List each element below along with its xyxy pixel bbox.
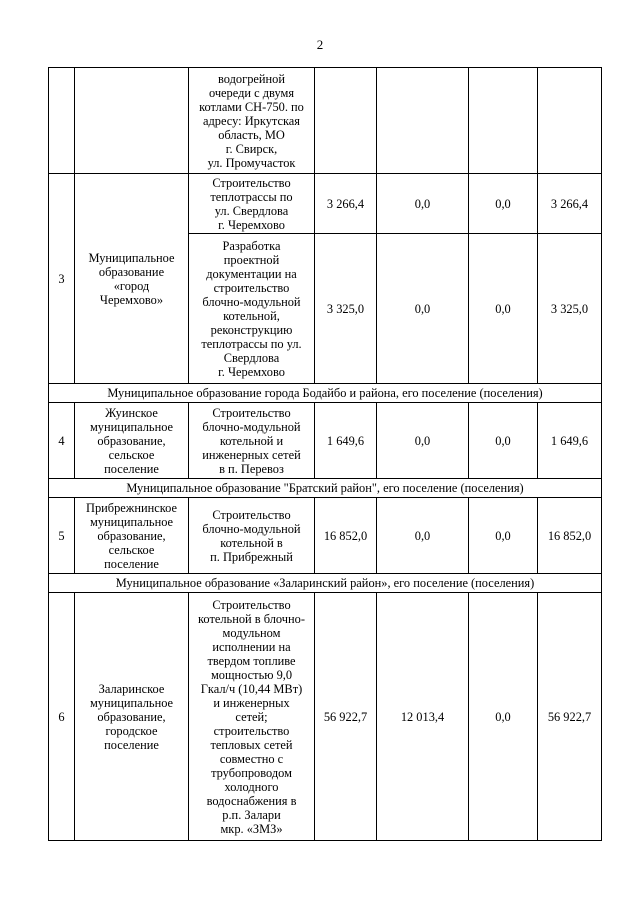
row-number: 4: [49, 403, 75, 479]
municipality-cell: Жуинское муниципальное образование, сельское поселение: [75, 403, 189, 479]
row-number: [49, 68, 75, 174]
section-header-row: [49, 479, 602, 498]
funding-table: [48, 67, 602, 841]
row-number: 5: [49, 498, 75, 574]
description-cell: Разработка проектной документации на строительство блочно-модульной котельной, реконструкцию теплотрассы по ул. Свердлова г. Черемхово: [189, 234, 315, 384]
value-cell: 1 649,6: [538, 403, 602, 479]
section-header: Муниципальное образование "Братский район", его поселение (поселения): [49, 479, 602, 498]
table-row: [49, 68, 602, 174]
value-cell: 0,0: [377, 498, 469, 574]
value-cell: 0,0: [469, 498, 538, 574]
description-cell: Строительство блочно-модульной котельной в п. Прибрежный: [189, 498, 315, 574]
value-cell: 12 013,4: [377, 593, 469, 841]
value-cell: 3 266,4: [315, 174, 377, 234]
description-cell: Строительство теплотрассы по ул. Свердлова г. Черемхово: [189, 174, 315, 234]
value-cell: 16 852,0: [315, 498, 377, 574]
description-cell: Строительство котельной в блочно- модульном исполнении на твердом топливе мощностью 9,0 Гкал/ч (10,44 МВт) и инженерных сетей; строительство тепловых сетей совместно с трубопроводом холодного водоснабжения в р.п. Залари мкр. «ЗМЗ»: [189, 593, 315, 841]
value-cell: 0,0: [469, 174, 538, 234]
section-header: Муниципальное образование города Бодайбо и района, его поселение (поселения): [49, 384, 602, 403]
section-header-row: [49, 384, 602, 403]
description-cell: Строительство блочно-модульной котельной и инженерных сетей в п. Перевоз: [189, 403, 315, 479]
value-cell: 0,0: [469, 403, 538, 479]
municipality-cell: Заларинское муниципальное образование, городское поселение: [75, 593, 189, 841]
value-cell: 0,0: [377, 403, 469, 479]
value-cell: 3 325,0: [538, 234, 602, 384]
table-row: [49, 403, 602, 479]
value-cell: 0,0: [469, 593, 538, 841]
row-number: 6: [49, 593, 75, 841]
section-header-row: [49, 574, 602, 593]
description-cell: водогрейной очереди с двумя котлами СН-750. по адресу: Иркутская область, МО г. Свирск, ул. Промучасток: [189, 68, 315, 174]
value-cell: 3 266,4: [538, 174, 602, 234]
table-row: [49, 593, 602, 841]
value-cell: 16 852,0: [538, 498, 602, 574]
municipality-cell: Прибрежнинское муниципальное образование, сельское поселение: [75, 498, 189, 574]
value-cell: [538, 68, 602, 174]
value-cell: 1 649,6: [315, 403, 377, 479]
value-cell: 0,0: [469, 234, 538, 384]
municipality-cell: [75, 68, 189, 174]
row-number: 3: [49, 174, 75, 384]
value-cell: [315, 68, 377, 174]
page-number: 2: [316, 37, 324, 52]
value-cell: 0,0: [377, 174, 469, 234]
value-cell: 3 325,0: [315, 234, 377, 384]
section-header: Муниципальное образование «Заларинский район», его поселение (поселения): [49, 574, 602, 593]
value-cell: [377, 68, 469, 174]
value-cell: 0,0: [377, 234, 469, 384]
municipality-cell: Муниципальное образование «город Черемхово»: [75, 174, 189, 384]
value-cell: 56 922,7: [538, 593, 602, 841]
value-cell: [469, 68, 538, 174]
table-row: [49, 498, 602, 574]
value-cell: 56 922,7: [315, 593, 377, 841]
table-row: [49, 174, 602, 234]
